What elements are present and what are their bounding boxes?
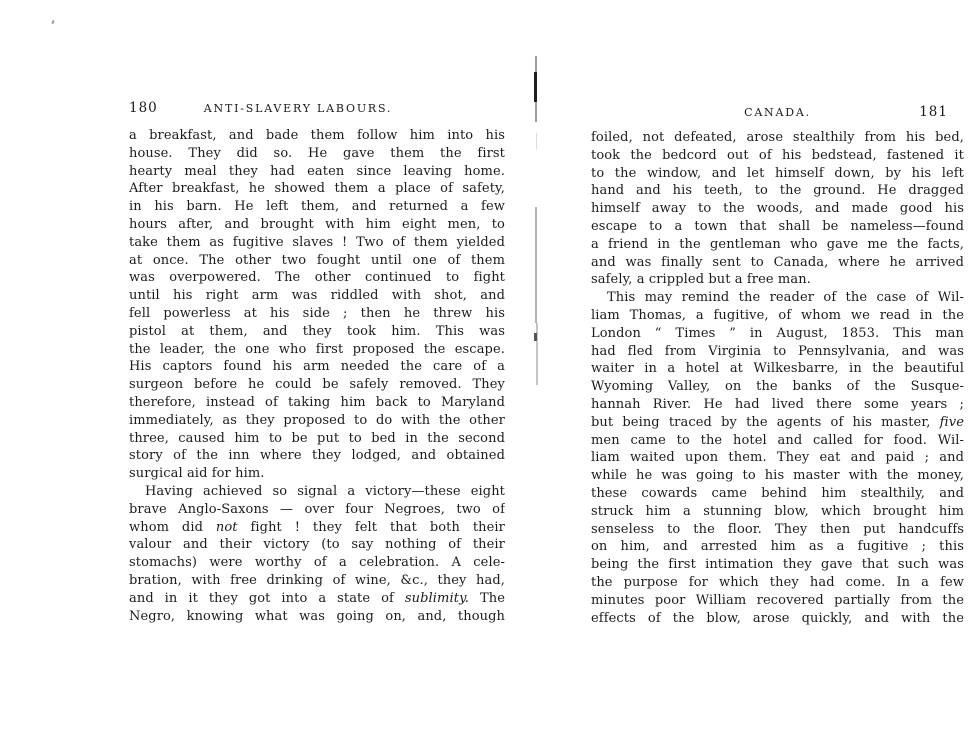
text-line: until his right arm was riddled with shot, and (129, 288, 505, 304)
text-line: take them as fugitive slaves ! Two of them yielded (129, 234, 505, 250)
text-line: hannah River. He had lived there some years ; (591, 396, 964, 412)
page-body (591, 129, 964, 627)
text-line: and was finally sent to Canada, where he arrived (591, 254, 964, 270)
text-line: brave Anglo-Saxons — over four Negroes, two of (129, 501, 505, 517)
text-line: and in it they got into a state of sublimity. The (129, 590, 505, 606)
text-line: men came to the hotel and called for food. Wil- (591, 432, 964, 448)
text-line: pistol at them, and they took him. This was (129, 323, 505, 339)
page-number: 180 (129, 100, 158, 116)
text-line: escape to a town that shall be nameless—found (591, 218, 964, 234)
text-line: house. They did so. He gave them the first (129, 145, 505, 161)
running-title: CANADA. (744, 106, 811, 119)
text-line: struck him a stunning blow, which brought him (591, 503, 964, 519)
running-title: ANTI-SLAVERY LABOURS. (203, 102, 393, 115)
text-line: surgeon before he could be safely removed. They (129, 377, 505, 393)
text-line: Having achieved so signal a victory—these eight (145, 483, 505, 499)
text-line: three, caused him to be put to bed in the second (129, 430, 505, 446)
text-line: safely, a crippled but a free man. (591, 272, 811, 288)
text-line: This may remind the reader of the case of Wil- (607, 290, 964, 306)
text-line: the purpose for which they had come. In a few (591, 574, 964, 590)
text-line: being the first intimation they gave that such was (591, 557, 964, 573)
text-line: effects of the blow, arose quickly, and with the (591, 610, 964, 626)
page-number: 181 (919, 104, 948, 120)
text-line: at once. The other two fought until one of them (129, 252, 505, 268)
text-line: senseless to the floor. They then put handcuffs (591, 521, 964, 537)
text-line: stomachs) were worthy of a celebration. A cele- (129, 555, 505, 571)
text-line: whom did not fight ! they felt that both their (129, 519, 505, 535)
text-line: waiter in a hotel at Wilkesbarre, in the beautiful (591, 361, 964, 377)
gutter-crease-segment (534, 72, 537, 102)
gutter-crease-segment (534, 333, 537, 341)
text-line: therefore, instead of taking him back to Maryland (129, 394, 505, 410)
text-line: hearty meal they had eaten since leaving home. (129, 163, 505, 179)
text-line: hand and his teeth, to the ground. He dragged (591, 183, 964, 199)
text-line: but being traced by the agents of his master, five (591, 414, 964, 430)
text-line: His captors found his arm needed the care of a (129, 359, 505, 375)
text-line: the leader, the one who first proposed the escape. (129, 341, 505, 357)
text-line: hours after, and brought with him eight men, to (129, 216, 505, 232)
text-line: surgical aid for him. (129, 466, 265, 482)
text-line: minutes poor William recovered partially from the (591, 592, 964, 608)
text-line: had fled from Virginia to Pennsylvania, and was (591, 343, 964, 359)
text-line: liam waited upon them. They eat and paid ; and (591, 450, 964, 466)
text-line: in his barn. He left them, and returned a few (129, 199, 505, 215)
text-line: while he was going to his master with the money, (591, 468, 964, 484)
page-body (129, 127, 505, 625)
text-line: London “ Times ” in August, 1853. This man (591, 325, 964, 341)
text-line: took the bedcord out of his bedstead, fastened it (591, 147, 964, 163)
text-line: Negro, knowing what was going on, and, though (129, 608, 505, 624)
text-line: foiled, not defeated, arose stealthily from his bed, (591, 130, 964, 145)
gutter-crease-segment (536, 133, 537, 149)
text-line: on him, and arrested him as a fugitive ; this (591, 539, 964, 555)
text-line: liam Thomas, a fugitive, of whom we read in the (591, 307, 964, 323)
running-head (129, 100, 505, 116)
text-line: After breakfast, he showed them a place of safety, (129, 181, 505, 197)
text-line: a breakfast, and bade them follow him into his (129, 128, 505, 143)
text-line: story of the inn where they lodged, and obtained (129, 448, 505, 464)
text-line: a friend in the gentleman who gave me the facts, (591, 236, 964, 252)
text-line: immediately, as they proposed to do with the other (129, 412, 505, 428)
text-line: himself away to the woods, and made good his (591, 201, 964, 217)
text-line: valour and their victory (to say nothing of their (129, 537, 505, 553)
text-line: was overpowered. The other continued to fight (129, 270, 505, 286)
text-line: fell powerless at his side ; then he threw his (129, 305, 505, 321)
text-line: bration, with free drinking of wine, &c., they had, (129, 572, 505, 588)
text-line: these cowards came behind him stealthily, and (591, 485, 964, 501)
text-line: Wyoming Valley, on the banks of the Susque- (591, 379, 964, 395)
scan-speck (51, 20, 54, 24)
running-head (591, 104, 964, 120)
text-line: to the window, and let himself down, by his left (591, 165, 964, 181)
gutter-crease-segment (535, 207, 537, 323)
